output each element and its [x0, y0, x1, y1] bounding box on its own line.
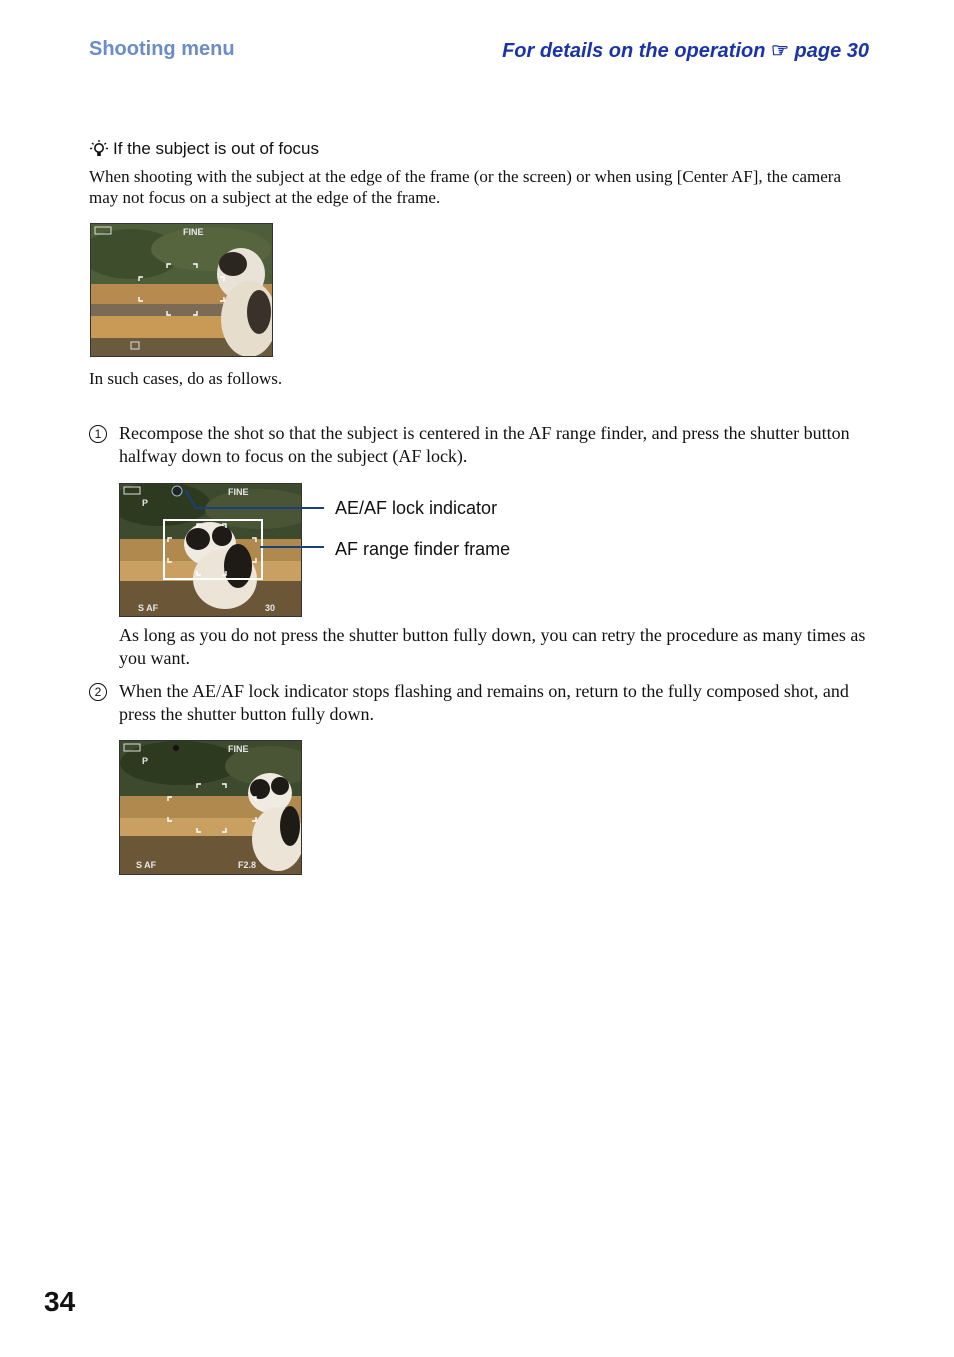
cases-text: In such cases, do as follows.	[89, 369, 283, 388]
hint-body: When shooting with the subject at the edge of the frame (or the screen) or when using [Center AF], the camera may not focus on a subject at the edge of the frame.	[89, 167, 841, 207]
fig2-quality-label: FINE	[228, 487, 249, 497]
callout-ae-af-lock-indicator: AE/AF lock indicator	[335, 498, 498, 518]
details-reference[interactable]	[502, 38, 869, 63]
callout-af-range-finder-frame: AF range finder frame	[335, 539, 511, 559]
hint-heading	[89, 139, 319, 159]
callout-lines	[170, 483, 330, 563]
lightbulb-icon	[89, 139, 109, 159]
fig3-aperture-label: F2.8	[238, 860, 257, 870]
details-page-link[interactable]: page 30	[794, 40, 869, 62]
fig2-mode-label: P	[142, 498, 149, 508]
pointing-hand-icon: ☞	[771, 40, 789, 62]
fig1-quality-label: FINE	[183, 227, 204, 237]
details-prefix: For details on the operation	[502, 40, 766, 62]
figure-out-of-focus	[90, 223, 273, 357]
fig2-af-label: S AF	[138, 603, 159, 613]
fig3-quality-label: FINE	[228, 744, 249, 754]
figure-recomposed	[119, 740, 302, 875]
fig3-af-label: S AF	[136, 860, 157, 870]
section-title: Shooting menu	[89, 38, 235, 60]
page-number: 34	[44, 1286, 76, 1317]
hint-title: If the subject is out of focus	[113, 139, 320, 158]
step-2-text: When the AE/AF lock indicator stops flashing and remains on, return to the fully composed shot, and press the shutter button fully down.	[119, 681, 849, 724]
step-1-text: Recompose the shot so that the subject is centered in the AF range finder, and press the shutter button halfway down to focus on the subject (AF lock).	[119, 423, 850, 466]
fig3-mode-label: P	[142, 756, 149, 766]
step-1-number: 1	[89, 425, 107, 443]
fig2-shutter-label: 30	[265, 603, 276, 613]
step-2-number: 2	[89, 683, 107, 701]
step-1-after-text: As long as you do not press the shutter button fully down, you can retry the procedure as many times as you want.	[119, 625, 866, 668]
